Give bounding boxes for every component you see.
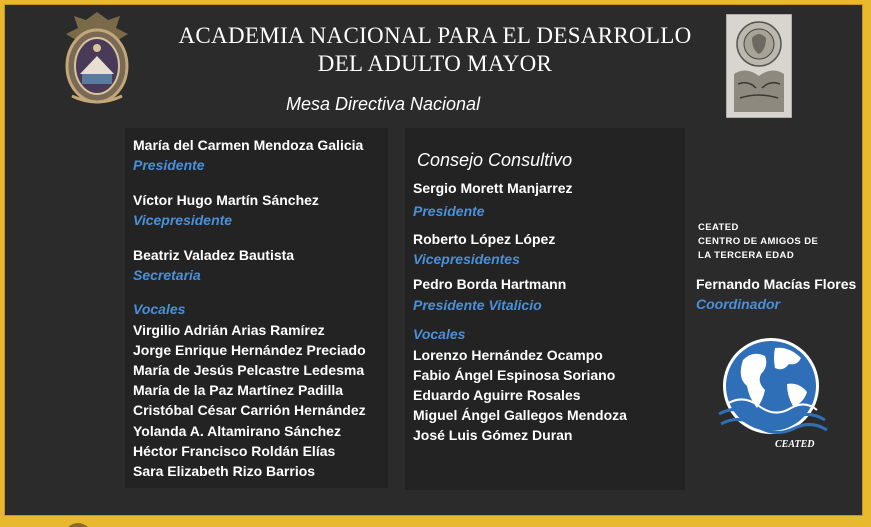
officer-role: Secretaria	[133, 267, 201, 283]
vocal-name: Lorenzo Hernández Ocampo	[413, 347, 603, 363]
officer-name: Víctor Hugo Martín Sánchez	[133, 192, 319, 208]
vocal-name: Virgilio Adrián Arias Ramírez	[133, 322, 325, 338]
coordinator-role: Coordinador	[696, 296, 780, 312]
vocal-name: María de Jesús Pelcastre Ledesma	[133, 362, 365, 378]
vocales-label: Vocales	[133, 301, 186, 317]
ceated-name-line-1: CENTRO DE AMIGOS DE	[698, 236, 819, 247]
bottom-seal-fragment-icon	[58, 519, 98, 527]
vocal-name: Fabio Ángel Espinosa Soriano	[413, 367, 616, 383]
vocal-name: Sara Elizabeth Rizo Barrios	[133, 463, 316, 479]
engraving-plaque-icon	[726, 14, 792, 118]
vocal-name: Jorge Enrique Hernández Preciado	[133, 342, 366, 358]
vocal-name: Héctor Francisco Roldán Elías	[133, 443, 336, 459]
officer-name: María del Carmen Mendoza Galicia	[133, 137, 364, 153]
vocales-label: Vocales	[413, 326, 466, 342]
officer-role: Vicepresidentes	[413, 251, 520, 267]
officer-role: Presidente	[133, 157, 205, 173]
consejo-title: Consejo Consultivo	[417, 150, 573, 170]
bottom-strip	[0, 517, 871, 527]
officer-name: Roberto López López	[413, 231, 556, 247]
vocal-name: Eduardo Aguirre Rosales	[413, 387, 581, 403]
title-line-2: DEL ADULTO MAYOR	[317, 51, 553, 76]
officer-role: Vicepresidente	[133, 212, 233, 228]
ceated-logo-text: CEATED	[775, 439, 815, 450]
title-line-1: ACADEMIA NACIONAL PARA EL DESARROLLO	[178, 23, 692, 48]
officer-name: Beatriz Valadez Bautista	[133, 247, 295, 263]
vocal-name: José Luis Gómez Duran	[413, 427, 573, 443]
ceated-name-line-2: LA TERCERA EDAD	[698, 250, 795, 261]
page-subtitle: Mesa Directiva Nacional	[286, 94, 481, 114]
vocal-name: María de la Paz Martínez Padilla	[133, 382, 344, 398]
vocal-name: Cristóbal César Carrión Hernández	[133, 402, 366, 418]
officer-role: Presidente	[413, 203, 485, 219]
vocal-name: Yolanda A. Altamirano Sánchez	[133, 423, 341, 439]
officer-name: Pedro Borda Hartmann	[413, 276, 567, 292]
officer-role: Presidente Vitalicio	[413, 297, 542, 313]
ceated-globe-logo-icon	[713, 334, 831, 454]
coordinator-name: Fernando Macías Flores	[696, 276, 857, 292]
page-title	[150, 22, 720, 78]
vocal-name: Miguel Ángel Gallegos Mendoza	[413, 407, 627, 423]
academy-seal-icon	[58, 8, 136, 108]
officer-name: Sergio Morett Manjarrez	[413, 180, 573, 196]
ceated-acronym: CEATED	[698, 222, 739, 233]
